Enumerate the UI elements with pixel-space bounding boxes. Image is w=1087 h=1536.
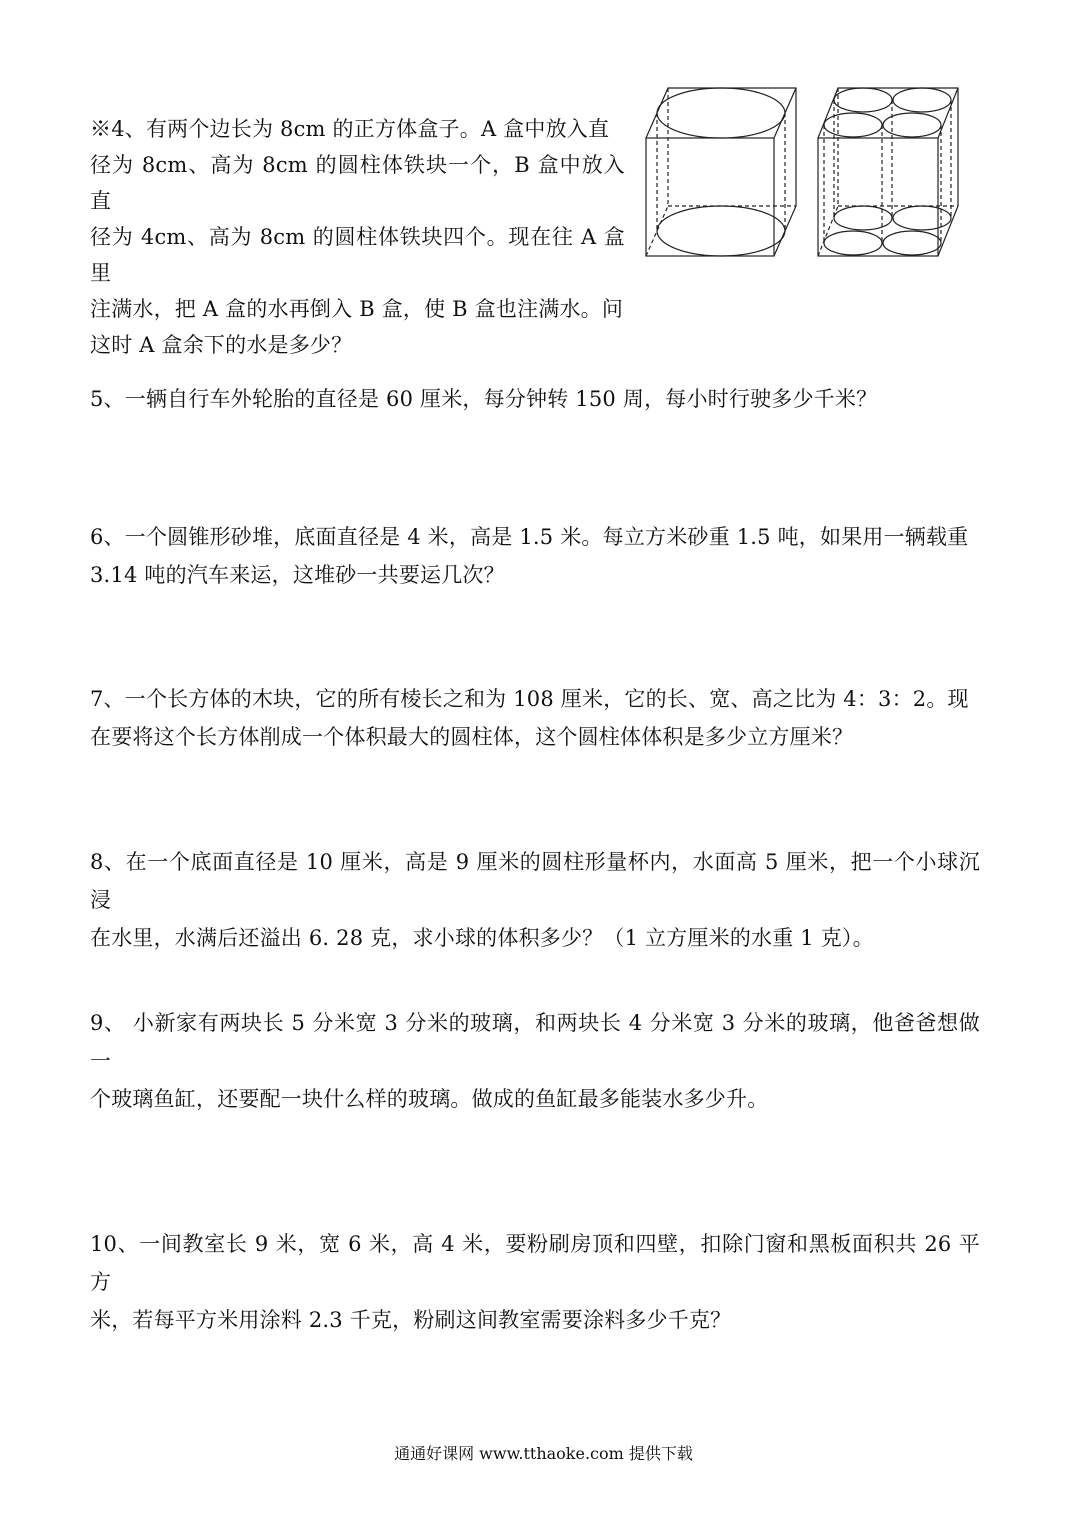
problem-4-line-2: 径为 8cm、高为 8cm 的圆柱体铁块一个，B 盒中放入直 [90, 153, 625, 213]
box-b-cylinder-bottom-2 [893, 206, 951, 230]
problem-5-line-1: 5、一辆自行车外轮胎的直径是 60 厘米，每分钟转 150 周，每小时行驶多少千米？ [90, 387, 878, 411]
problem-8-line-2: 在水里，水满后还溢出 6. 28 克，求小球的体积多少？（1 立方厘米的水重 1 克）。 [90, 926, 874, 950]
box-b-cylinder-bottom-1 [834, 206, 892, 230]
problem-6-line-2: 3.14 吨的汽车来运，这堆砂一共要运几次？ [90, 563, 505, 587]
problem-9-line-2: 个玻璃鱼缸，还要配一块什么样的玻璃。做成的鱼缸最多能装水多少升。 [90, 1087, 769, 1111]
problem-6 [90, 518, 980, 594]
page-footer: 通通好课网 www.tthaoke.com 提供下载 [394, 1444, 693, 1463]
problem-7 [90, 680, 980, 756]
problem-7-line-1: 7、一个长方体的木块，它的所有棱长之和为 108 厘米，它的长、宽、高之比为 4：3：2。现 [90, 687, 969, 711]
problem-4 [90, 111, 625, 363]
problem-4-line-5: 这时 A 盒余下的水是多少？ [90, 333, 353, 357]
box-b-cylinder-bottom-4 [883, 231, 941, 255]
problem-4-line-4: 注满水，把 A 盒的水再倒入 B 盒，使 B 盒也注满水。问 [90, 297, 624, 321]
box-a-diagram [646, 88, 796, 256]
problem-10 [90, 1225, 980, 1339]
problem-8 [90, 843, 980, 957]
problem-4-line-1: ※4、有两个边长为 8cm 的正方体盒子。A 盒中放入直 [90, 117, 610, 141]
box-b-diagram [818, 88, 958, 256]
problem-4-line-3: 径为 4cm、高为 8cm 的圆柱体铁块四个。现在往 A 盒里 [90, 225, 625, 285]
problem-6-line-1: 6、一个圆锥形砂堆，底面直径是 4 米，高是 1.5 米。每立方米砂重 1.5 吨，如果用一辆载重 [90, 525, 969, 549]
box-b-cylinder-top-2 [893, 88, 951, 112]
problem-7-line-2: 在要将这个长方体削成一个体积最大的圆柱体，这个圆柱体体积是多少立方厘米？ [90, 725, 854, 749]
problem-9-line-1: 9、 小新家有两块长 5 分米宽 3 分米的玻璃，和两块长 4 分米宽 3 分米的玻璃，他爸爸想做一 [90, 1011, 980, 1073]
box-b-cylinder-bottom-3 [824, 231, 882, 255]
box-b-cylinder-top-3 [824, 113, 882, 137]
problem-8-line-1: 8、在一个底面直径是 10 厘米，高是 9 厘米的圆柱形量杯内，水面高 5 厘米，把一个小球沉浸 [90, 850, 980, 912]
box-a-cylinder-bottom [657, 206, 785, 256]
problem-10-line-2: 米，若每平方米用涂料 2.3 千克，粉刷这间教室需要涂料多少千克？ [90, 1308, 732, 1332]
box-b-cylinder-top-1 [834, 88, 892, 112]
problem-5 [90, 380, 980, 418]
cube-cylinder-figure [640, 80, 980, 260]
box-a-cylinder-top [657, 88, 785, 138]
problem-9 [90, 1004, 980, 1118]
problem-10-line-1: 10、一间教室长 9 米，宽 6 米，高 4 米，要粉刷房顶和四壁，扣除门窗和黑板面积共 26 平方 [90, 1232, 980, 1294]
